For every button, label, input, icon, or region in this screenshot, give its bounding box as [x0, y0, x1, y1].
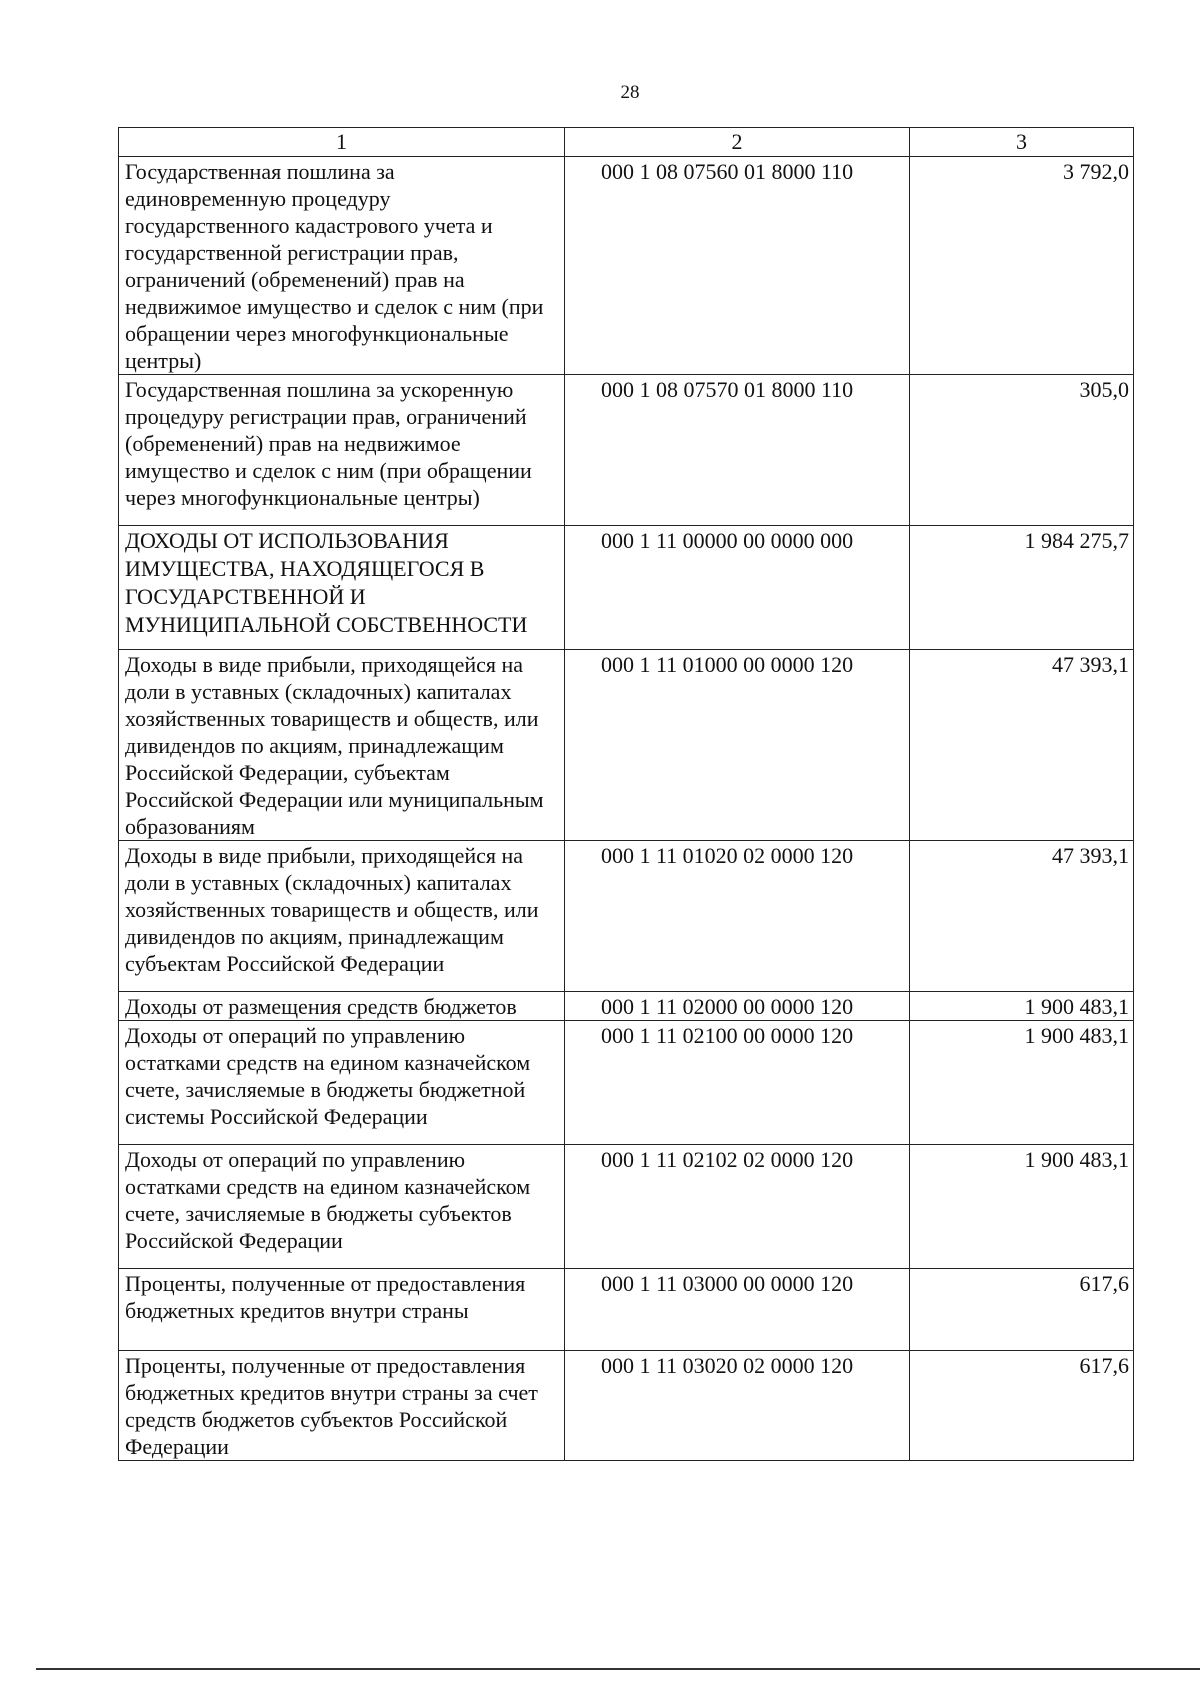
revenue-name: Доходы от размещения средств бюджетов — [119, 992, 565, 1021]
revenue-name: Проценты, полученные от предоставления бюджетных кредитов внутри страны за счет средств бюджетов субъектов Российской Федерации — [119, 1351, 565, 1461]
table-row — [119, 992, 1134, 1021]
revenue-name: Доходы от операций по управлению остатками средств на едином казначейском счете, зачисляемые в бюджеты бюджетной системы Российской Федерации — [119, 1021, 565, 1145]
bottom-rule — [36, 1668, 1200, 1670]
revenue-name: Государственная пошлина за единовременную процедуру государственного кадастрового учета и государственной регистрации прав, ограничений (обременений) прав на недвижимое имущество и сделок с ним (при обращении через многофункциональные центры) — [119, 157, 565, 375]
amount: 1 900 483,1 — [910, 1145, 1134, 1269]
page-number: 28 — [620, 82, 640, 103]
column-header-3: 3 — [910, 128, 1134, 157]
budget-code: 000 1 11 03020 02 0000 120 — [565, 1351, 910, 1461]
revenue-name: Доходы в виде прибыли, приходящейся на доли в уставных (складочных) капиталах хозяйственных товариществ и обществ, или дивидендов по акциям, принадлежащим субъектам Российской Федерации — [119, 841, 565, 992]
budget-code: 000 1 08 07560 01 8000 110 — [565, 157, 910, 375]
table-row — [119, 1351, 1134, 1461]
table-header-row — [119, 128, 1134, 157]
table-row — [119, 841, 1134, 992]
budget-code: 000 1 08 07570 01 8000 110 — [565, 375, 910, 526]
amount: 617,6 — [910, 1351, 1134, 1461]
revenue-name: ДОХОДЫ ОТ ИСПОЛЬЗОВАНИЯ ИМУЩЕСТВА, НАХОДЯЩЕГОСЯ В ГОСУДАРСТВЕННОЙ И МУНИЦИПАЛЬНОЙ СОБСТВЕННОСТИ — [119, 526, 565, 650]
amount: 1 900 483,1 — [910, 1021, 1134, 1145]
budget-code: 000 1 11 00000 00 0000 000 — [565, 526, 910, 650]
budget-code: 000 1 11 02102 02 0000 120 — [565, 1145, 910, 1269]
budget-code: 000 1 11 02100 00 0000 120 — [565, 1021, 910, 1145]
table-row — [119, 1145, 1134, 1269]
table-row — [119, 1269, 1134, 1351]
column-header-2: 2 — [565, 128, 910, 157]
column-header-1: 1 — [119, 128, 565, 157]
table-row — [119, 650, 1134, 841]
budget-code: 000 1 11 02000 00 0000 120 — [565, 992, 910, 1021]
revenue-name: Государственная пошлина за ускоренную процедуру регистрации прав, ограничений (обременений) прав на недвижимое имущество и сделок с ним (при обращении через многофункциональные центры) — [119, 375, 565, 526]
budget-code: 000 1 11 01000 00 0000 120 — [565, 650, 910, 841]
budget-code: 000 1 11 03000 00 0000 120 — [565, 1269, 910, 1351]
budget-code: 000 1 11 01020 02 0000 120 — [565, 841, 910, 992]
revenue-table — [118, 127, 1134, 1461]
amount: 3 792,0 — [910, 157, 1134, 375]
revenue-name: Доходы в виде прибыли, приходящейся на доли в уставных (складочных) капиталах хозяйственных товариществ и обществ, или дивидендов по акциям, принадлежащим Российской Федерации, субъектам Российской Федерации или муниципальным образованиям — [119, 650, 565, 841]
table-row — [119, 1021, 1134, 1145]
table-row — [119, 375, 1134, 526]
table-row — [119, 526, 1134, 650]
amount: 1 984 275,7 — [910, 526, 1134, 650]
amount: 1 900 483,1 — [910, 992, 1134, 1021]
table-row — [119, 157, 1134, 375]
revenue-name: Проценты, полученные от предоставления бюджетных кредитов внутри страны — [119, 1269, 565, 1351]
amount: 47 393,1 — [910, 841, 1134, 992]
amount: 47 393,1 — [910, 650, 1134, 841]
amount: 305,0 — [910, 375, 1134, 526]
amount: 617,6 — [910, 1269, 1134, 1351]
revenue-name: Доходы от операций по управлению остатками средств на едином казначейском счете, зачисляемые в бюджеты субъектов Российской Федерации — [119, 1145, 565, 1269]
